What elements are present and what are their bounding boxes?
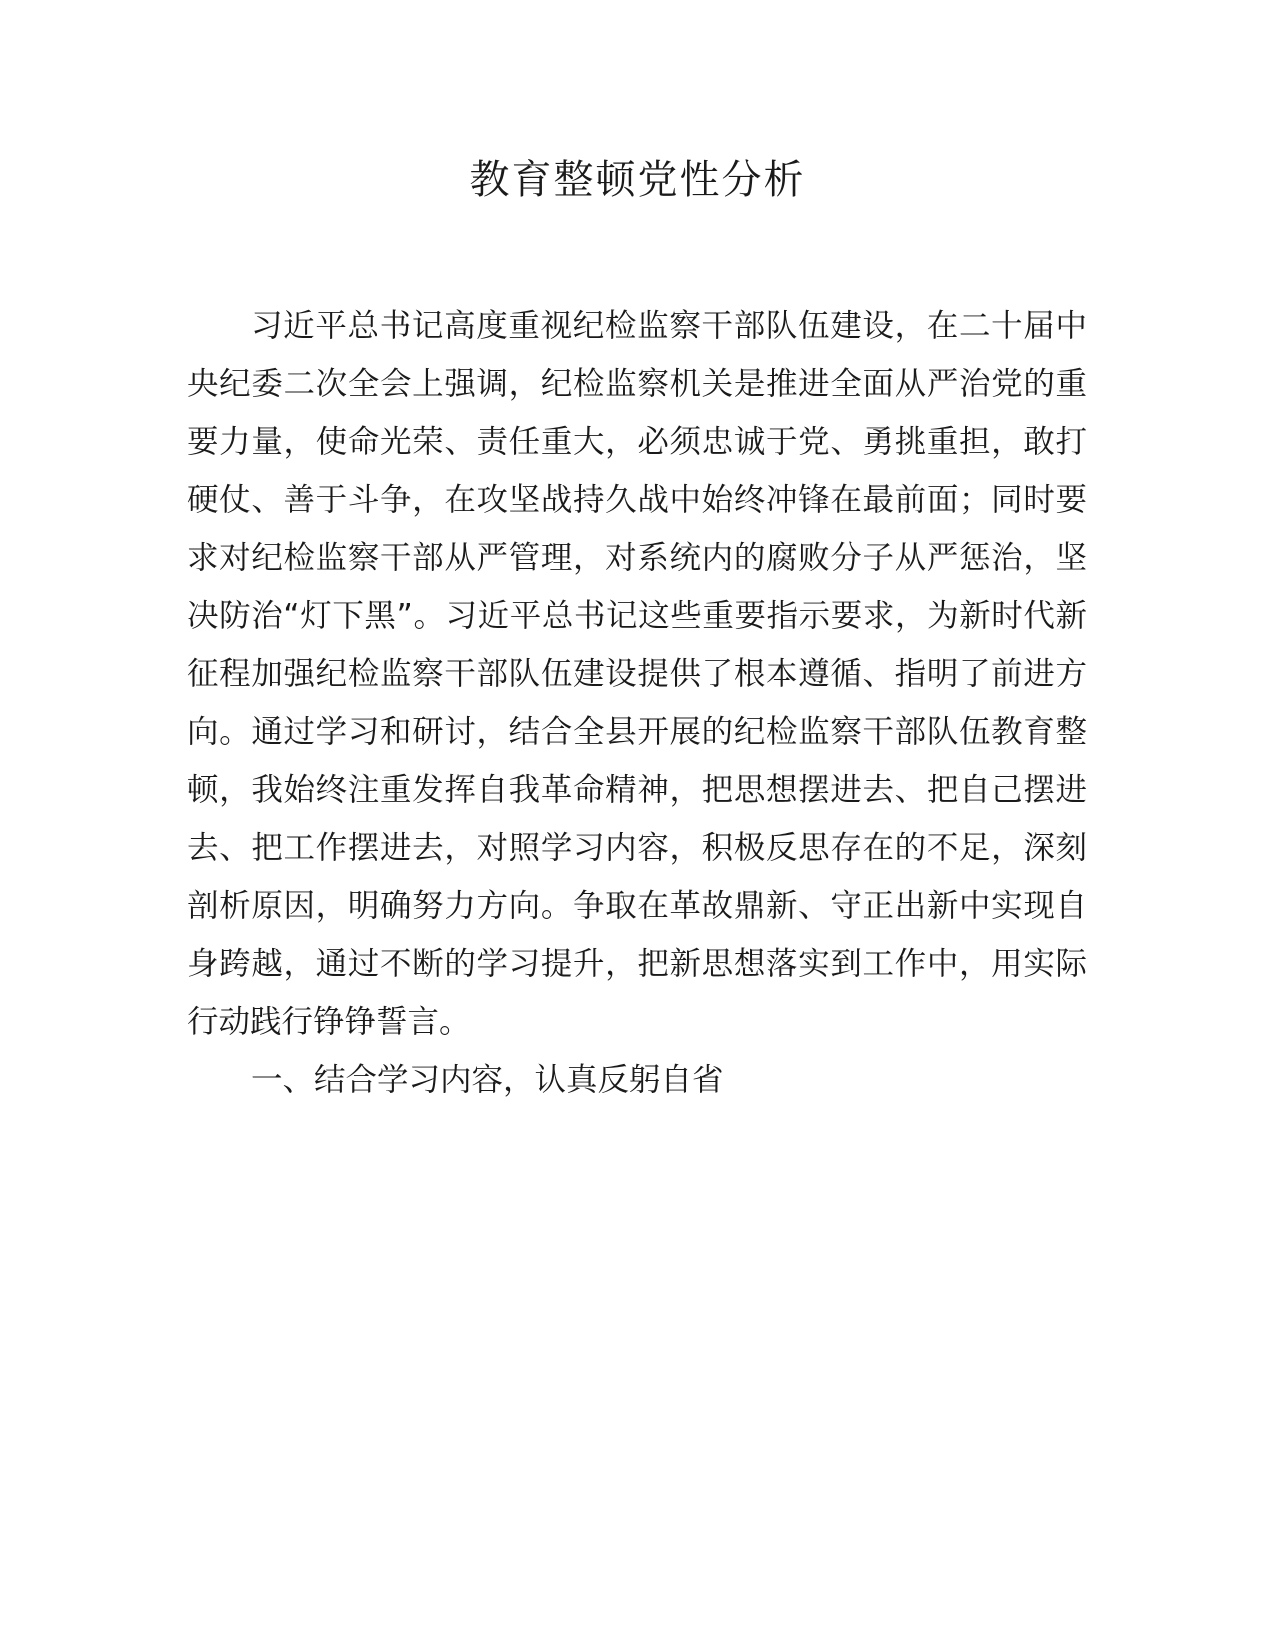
paragraph-intro: 习近平总书记高度重视纪检监察干部队伍建设，在二十届中央纪委二次全会上强调，纪检监察机关是推进全面从严治党的重要力量，使命光荣、责任重大，必须忠诚于党、勇挑重担，敢打硬仗、善于斗争，在攻坚战持久战中始终冲锋在最前面；同时要求对纪检监察干部从严管理，对系统内的腐败分子从严惩治，坚决防治“灯下黑”。习近平总书记这些重要指示要求，为新时代新征程加强纪检监察干部队伍建设提供了根本遵循、指明了前进方向。通过学习和研讨，结合全县开展的纪检监察干部队伍教育整顿，我始终注重发挥自我革命精神，把思想摆进去、把自己摆进去、把工作摆进去，对照学习内容，积极反思存在的不足，深刻剖析原因，明确努力方向。争取在革故鼎新、守正出新中实现自身跨越，通过不断的学习提升，把新思想落实到工作中，用实际行动践行铮铮誓言。 <box>187 308 1087 1040</box>
section-heading-1: 一、结合学习内容，认真反躬自省 <box>251 1062 724 1098</box>
document-body <box>187 297 1087 1109</box>
document-title: 教育整顿党性分析 <box>469 157 806 203</box>
